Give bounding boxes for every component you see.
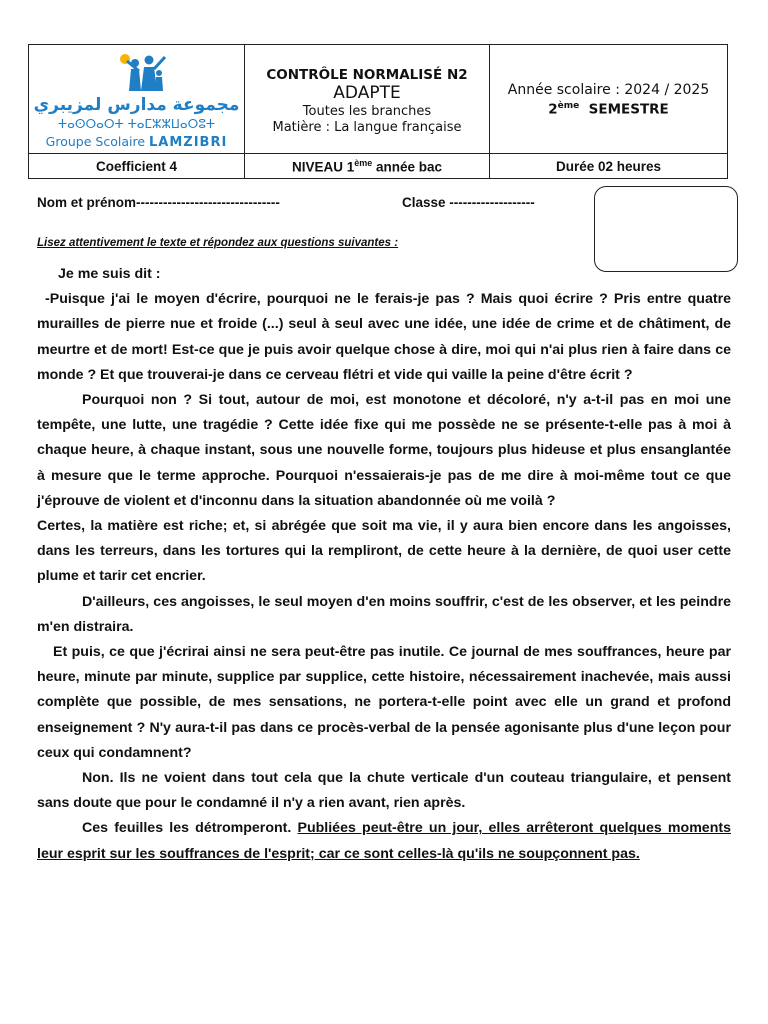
school-name-tifinagh: ⵜⴰⵙⵔⴰⵔⵜ ⵜⴰⵎⵣⵣⵡⴰⵔⵓⵜ — [57, 117, 216, 131]
passage-paragraph: Ces feuilles les détromperont. Publiées peut-être un jour, elles arrêteront quelques moments leur esprit sur les souffrances de l'esprit; car ce sont celles-là qu'ils ne soupçonnent pas. — [37, 820, 731, 862]
school-name-arabic: مجموعة مدارس لمزيبري — [33, 95, 240, 115]
exam-title-cell — [245, 45, 490, 154]
passage-paragraph: Et puis, ce que j'écrirai ainsi ne sera peut-être pas inutile. Ce journal de mes souffrances, heure par heure, minute par minute, supplice par supplice, cette histoire, nécessairement inachevée, mais aussi complète que possible, de mes sensations, ne portera-t-elle point avec elle un grand et profond enseignement ? N'y aura-t-il pas dans ce procès-verbal de la pensée agonisante plus d'une leçon pour ceux qui condamnent? — [37, 644, 731, 761]
school-logo — [29, 45, 244, 153]
student-name-field[interactable]: Nom et prénom-------------------------------- — [37, 195, 280, 210]
exam-header-table — [28, 44, 728, 179]
exam-branches: Toutes les branches — [302, 103, 432, 119]
reading-passage — [37, 262, 731, 867]
school-name-latin — [29, 134, 244, 150]
exam-title: CONTRÔLE NORMALISÉ N2 — [266, 66, 468, 83]
school-year: Année scolaire : 2024 / 2025 — [507, 81, 710, 98]
year-cell — [490, 45, 728, 154]
exam-adapte: ADAPTE — [333, 82, 401, 103]
exam-subject: Matière : La langue française — [272, 119, 462, 135]
school-name: LAMZIBRI — [149, 135, 228, 150]
duration: Durée 02 heures — [490, 154, 728, 179]
student-class-field[interactable]: Classe ------------------- — [402, 195, 535, 210]
passage-paragraph: Certes, la matière est riche; et, si abrégée que soit ma vie, il y aura bien encore dans les angoisses, dans les terreurs, dans les tortures qui la rempliront, de cette heure à la dernière, de quoi user cette plume et tarir cet encrier. — [37, 518, 731, 585]
coefficient: Coefficient 4 — [29, 154, 245, 179]
passage-paragraph: Pourquoi non ? Si tout, autour de moi, est monotone et décoloré, n'y a-t-il pas en moi une tempête, une lutte, une tragédie ? Cette idée fixe qui me possède ne se présente-t-elle pas à moi à chaque heure, à chaque instant, sous une nouvelle forme, toujours plus hideuse et plus ensanglantée à mesure que le terme approche. Pourquoi n'essaierais-je pas de me dire à moi-même tout ce que j'éprouve de violent et d'inconnu dans la situation abandonnée où me voilà ? — [37, 392, 731, 509]
grade-box — [594, 186, 738, 272]
instruction: Lisez attentivement le texte et répondez aux questions suivantes : — [37, 237, 399, 249]
school-prefix: Groupe Scolaire — [45, 134, 146, 149]
passage-paragraph: Non. Ils ne voient dans tout cela que la chute verticale d'un couteau triangulaire, et pensent sans doute que pour le condamné il n'y a rien avant, rien après. — [37, 770, 731, 812]
level: NIVEAU 1ème année bac — [245, 154, 490, 179]
passage-paragraph: -Puisque j'ai le moyen d'écrire, pourquoi ne le ferais-je pas ? Mais quoi écrire ? Pris entre quatre murailles de pierre nue et froide (...) seul à seul avec une idée, une idée de crime et de châtiment, de meurtre et de mort! Est-ce que je puis avoir quelque chose à dire, moi qui n'ai plus rien à faire dans ce monde ? Et que trouverai-je dans ce cerveau flétri et vide qui vaille la peine d'être écrit ? — [37, 291, 731, 383]
passage-paragraph: Je me suis dit : — [58, 266, 161, 282]
passage-paragraph: D'ailleurs, ces angoisses, le seul moyen d'en moins souffrir, c'est de les observer, et les peindre m'en distraira. — [37, 593, 731, 635]
school-logo-cell — [29, 45, 245, 154]
underlined-sentence: Publiées peut-être un jour, elles arrêteront quelques moments leur esprit sur les souffrances de l'esprit; car ce sont celles-là qu'ils ne soupçonnent pas. — [37, 820, 731, 862]
semester: 2ème SEMESTRE — [548, 100, 669, 118]
family-icon — [111, 51, 171, 95]
